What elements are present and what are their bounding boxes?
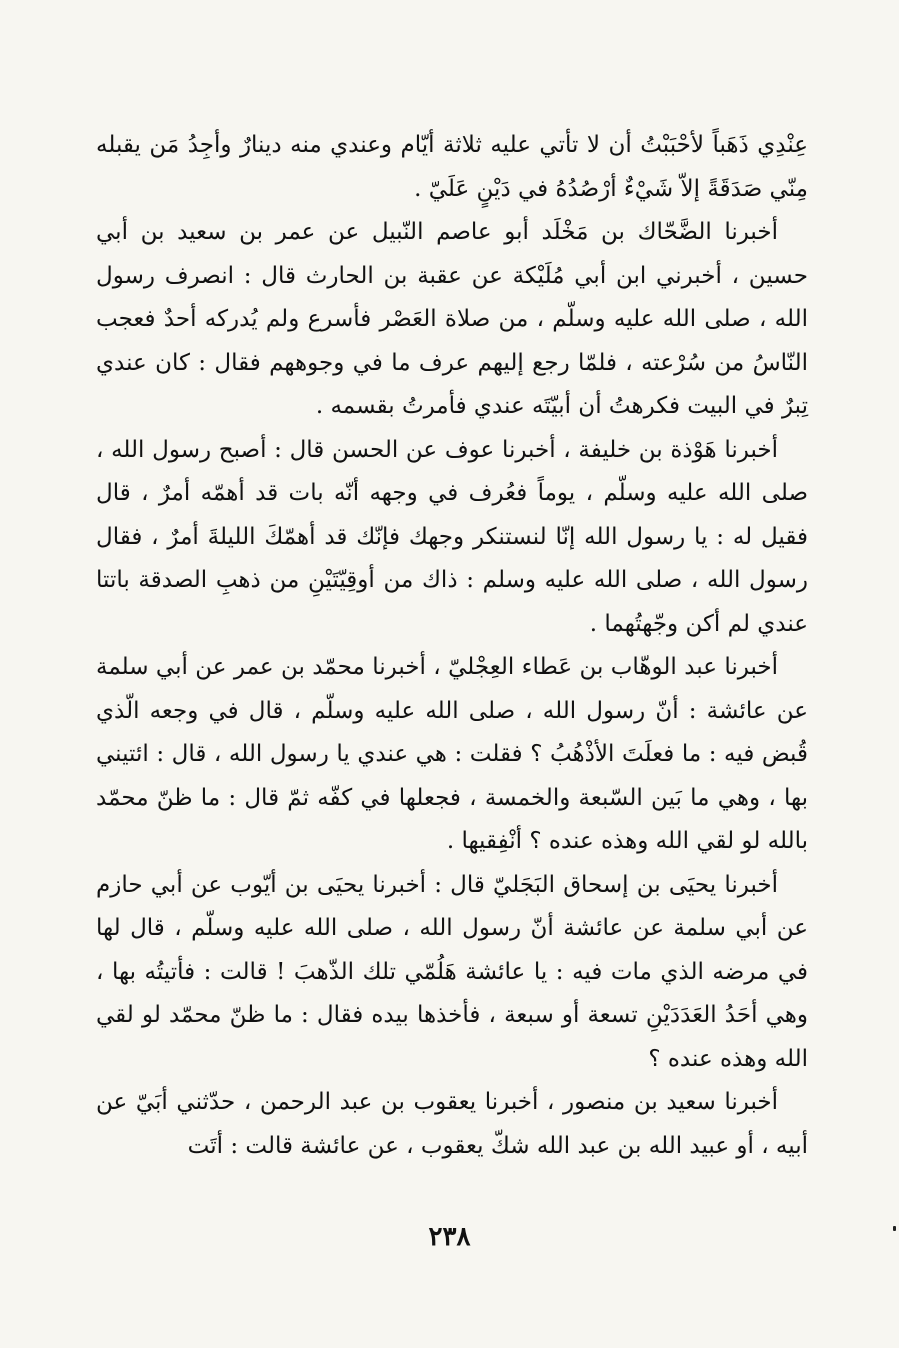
body-text	[96, 124, 808, 1168]
page-number: ٢٣٨	[428, 1222, 471, 1252]
paragraph-said-hadith: أخبرنا سعيد بن منصور ، أخبرنا يعقوب بن عبد الرحمن ، حدّثني أبَيّ عن أبيه ، أو عبيد الله بن عبد الله شكّ يعقوب ، عن عائشة قالت : أتَت	[96, 1089, 808, 1159]
paragraph-abd-al-wahhab-hadith: أخبرنا عبد الوهّاب بن عَطاء العِجْليّ ، أخبرنا محمّد بن عمر عن أبي سلمة عن عائشة : أنّ رسول الله ، صلى الله عليه وسلّم ، قال في وجعه الّذي قُبض فيه : ما فعلَتَ الأذْهُبُ ؟ فقلت : هي عندي يا رسول الله ، قال : ائتيني بها ، وهي ما بَين السّبعة والخمسة ، فجعلها في كفّه ثمّ قال : ما ظنّ محمّد بالله لو لقي الله وهذه عنده ؟ أنْفِقيها .	[96, 654, 808, 854]
paragraph-hawdha-hadith: أخبرنا هَوْذة بن خليفة ، أخبرنا عوف عن الحسن قال : أصبح رسول الله ، صلى الله عليه وسلّم ، يوماً فعُرف في وجهه أنّه بات قد أهمّه أمرٌ ، قال فقيل له : يا رسول الله إنّا لنستنكر وجهك فإنّك قد أهمّكَ الليلةَ أمرٌ ، فقال رسول الله ، صلى الله عليه وسلم : ذاك من أوقِيّتَيْنِ من ذهبِ الصدقة باتتا عندي لم أكن وجّهتُهما .	[96, 436, 808, 637]
scan-speck	[893, 1226, 896, 1231]
paragraph-dahhak-hadith: أخبرنا الضَّحّاك بن مَخْلَد أبو عاصم النّبيل عن عمر بن سعيد بن أبي حسين ، أخبرني ابن أبي مُلَيْكة عن عقبة بن الحارث قال : انصرف رسول الله ، صلى الله عليه وسلّم ، من صلاة العَصْر فأسرع ولم يُدركه أحدٌ فعجب النّاسُ من سُرْعته ، فلمّا رجع إليهم عرف ما في وجوههم فقال : كان عندي تِبرٌ في البيت فكرهتُ أن أبيّتَه عندي فأمرتُ بقسمه .	[96, 219, 808, 419]
paragraph-yahya-hadith: أخبرنا يحيَى بن إسحاق البَجَليّ قال : أخبرنا يحيَى بن أيّوب عن أبي حازم عن أبي سلمة عن عائشة أنّ رسول الله ، صلى الله عليه وسلّم ، قال لها في مرضه الذي مات فيه : يا عائشة هَلُمّي تلك الذّهبَ ! قالت : فأتيتُه بها ، وهي أحَدُ العَدَدَيْنِ تسعة أو سبعة ، فأخذها بيده فقال : ما ظنّ محمّد لو لقي الله وهذه عنده ؟	[96, 871, 808, 1072]
paragraph-continuation: عِنْدِي ذَهَباً لأحْبَبْتُ أن لا تأتي عليه ثلاثة أيّام وعندي منه دينارٌ وأجِدُ مَن يقبله مِنّي صَدَقَةً إلاّ شَيْءٌ أرْصُدُهُ في دَيْنٍ عَلَيّ .	[96, 132, 808, 202]
